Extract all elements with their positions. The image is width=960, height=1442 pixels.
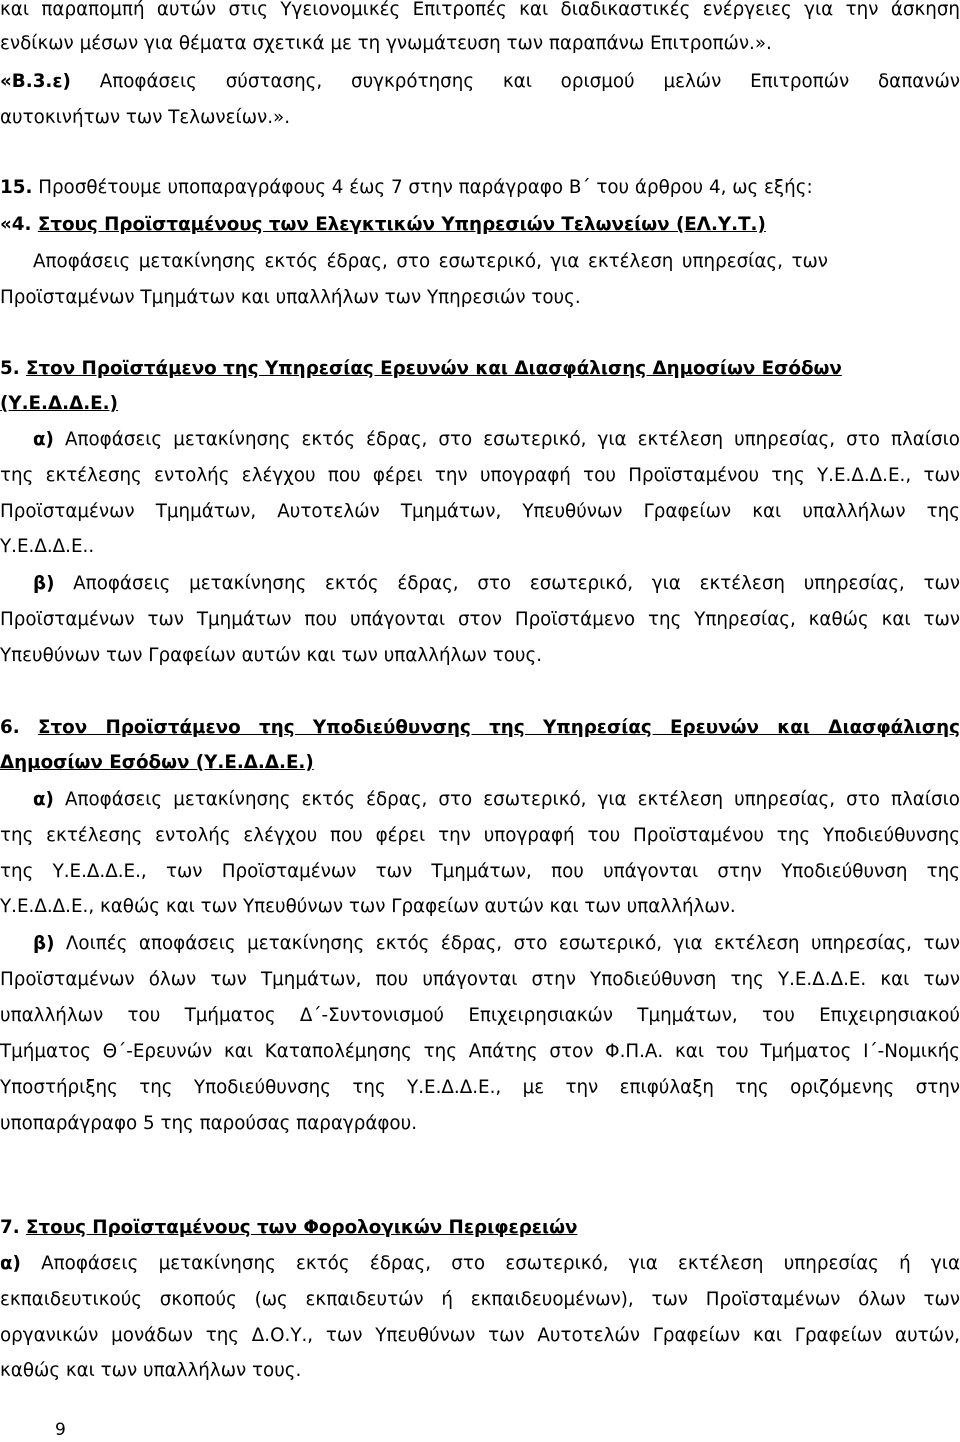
text-line: αυτοκινήτων των Τελωνείων.». bbox=[0, 107, 291, 128]
text-line bbox=[33, 788, 960, 812]
text-line: υποπαράγραφο 5 της παρούσας παραγράφου. bbox=[0, 1113, 418, 1134]
text-line: της Υ.Ε.Δ.Δ.Ε., των Προϊσταμένων των Τμημάτων, που υπάγονται στην Υποδιεύθυνση της bbox=[0, 861, 960, 882]
text-line: ενδίκων μέσων για θέματα σχετικά με τη γνωμάτευση των παραπάνω Επιτροπών.». bbox=[0, 33, 772, 54]
section-title: Στον Προϊστάμενο της Υπηρεσίας Ερευνών και Διασφάλισης Δημοσίων Εσόδων bbox=[26, 358, 842, 379]
section-number: «4. bbox=[0, 214, 38, 235]
section-title: Στον Προϊστάμενο της Υποδιεύθυνσης της Υπηρεσίας Ερευνών και Διασφάλισης bbox=[38, 717, 960, 738]
clause-text: Αποφάσεις σύστασης, συγκρότησης και ορισμού μελών Επιτροπών δαπανών bbox=[70, 71, 960, 92]
section-number: 7. bbox=[0, 1217, 27, 1238]
section-title: Στους Προϊσταμένους των Φορολογικών Περιφερειών bbox=[26, 1217, 578, 1238]
item-text: Λοιπές αποφάσεις μετακίνησης εκτός έδρας, στο εσωτερικό, για εκτέλεση υπηρεσίας, των bbox=[54, 933, 960, 954]
item-text: Αποφάσεις μετακίνησης εκτός έδρας, στο εσωτερικό, για εκτέλεση υπηρεσίας, στο πλαίσιο bbox=[53, 429, 960, 450]
section-title: (Υ.Ε.Δ.Δ.Ε.) bbox=[0, 393, 118, 414]
item-label: β) bbox=[33, 933, 55, 954]
section-6-heading-cont bbox=[0, 751, 960, 775]
text-line: Προϊσταμένων Τμημάτων, Αυτοτελών Τμημάτων, Υπευθύνων Γραφείων και υπαλλήλων της bbox=[0, 501, 960, 522]
paragraph-text: Προσθέτουμε υποπαραγράφους 4 έως 7 στην παράγραφο Β΄ του άρθρου 4, ως εξής: bbox=[32, 177, 813, 198]
text-line: υπαλλήλων του Τμήματος Δ΄-Συντονισμού Επιχειρησιακών Τμημάτων, του Επιχειρησιακού bbox=[0, 1005, 960, 1026]
text-line: Υ.Ε.Δ.Δ.Ε.. bbox=[0, 536, 95, 557]
text-line: καθώς και των υπαλλήλων τους. bbox=[0, 1360, 302, 1381]
text-line bbox=[33, 572, 960, 596]
text-line: Αποφάσεις μετακίνησης εκτός έδρας, στο εσωτερικό, για εκτέλεση υπηρεσίας, των bbox=[33, 251, 828, 272]
section-5-heading-cont bbox=[0, 392, 960, 416]
text-line: της εκτέλεσης εντολής ελέγχου που φέρει την υπογραφή του Προϊσταμένου της Υποδιεύθυνσης bbox=[0, 825, 960, 846]
clause-label: «Β.3.ε) bbox=[0, 71, 71, 92]
item-text: Αποφάσεις μετακίνησης εκτός έδρας, στο εσωτερικό, για εκτέλεση υπηρεσίας ή για bbox=[20, 1253, 960, 1274]
item-label: α) bbox=[0, 1253, 21, 1274]
item-label: α) bbox=[33, 429, 54, 450]
text-line: Υπευθύνων των Γραφείων αυτών και των υπαλλήλων τους. bbox=[0, 645, 543, 666]
text-line: Προϊσταμένων των Τμημάτων που υπάγονται στον Προϊστάμενο της Υπηρεσίας, καθώς και των bbox=[0, 609, 960, 630]
section-5-heading bbox=[0, 357, 960, 381]
text-line: της εκτέλεσης εντολής ελέγχου που φέρει την υπογραφή του Προϊσταμένου της Υ.Ε.Δ.Δ.Ε., των bbox=[0, 465, 960, 486]
text-line: Υ.Ε.Δ.Δ.Ε., καθώς και των Υπευθύνων των Γραφείων αυτών και των υπαλλήλων. bbox=[0, 896, 736, 917]
section-7-heading bbox=[0, 1216, 960, 1240]
text-line: και παραπομπή αυτών στις Υγειονομικές Επιτροπές και διαδικαστικές ενέργειες για την άσκηση bbox=[0, 0, 960, 20]
text-line: Τμήματος Θ΄-Ερευνών και Καταπολέμησης της Απάτης στον Φ.Π.Α. και του Τμήματος Ι΄-Νομικής bbox=[0, 1041, 960, 1062]
section-number: 6. bbox=[0, 717, 39, 738]
page-number: 9 bbox=[55, 1420, 66, 1440]
item-label: β) bbox=[33, 573, 55, 594]
section-6-heading bbox=[0, 716, 960, 740]
text-line: εκπαιδευτικούς σκοπούς (ως εκπαιδευτών ή εκπαιδευομένων), των Προϊσταμένων όλων των bbox=[0, 1289, 960, 1310]
paragraph-15 bbox=[0, 176, 960, 200]
text-line: Προϊσταμένων Τμημάτων και υπαλλήλων των Υπηρεσιών τους. bbox=[0, 287, 581, 308]
text-line bbox=[33, 428, 960, 452]
item-label: α) bbox=[33, 789, 54, 810]
section-title: Δημοσίων Εσόδων (Υ.Ε.Δ.Δ.Ε.) bbox=[0, 752, 314, 773]
paragraph-number: 15. bbox=[0, 177, 33, 198]
text-line bbox=[33, 932, 960, 956]
item-text: Αποφάσεις μετακίνησης εκτός έδρας, στο εσωτερικό, για εκτέλεση υπηρεσίας, στο πλαίσιο bbox=[53, 789, 960, 810]
section-title: Στους Προϊσταμένους των Ελεγκτικών Υπηρεσιών Τελωνείων (ΕΛ.Υ.Τ.) bbox=[37, 214, 766, 235]
section-4-heading bbox=[0, 213, 960, 237]
item-text: Αποφάσεις μετακίνησης εκτός έδρας, στο εσωτερικό, για εκτέλεση υπηρεσίας, των bbox=[54, 573, 960, 594]
text-line: Προϊσταμένων όλων των Τμημάτων, που υπάγονται στην Υποδιεύθυνση της Υ.Ε.Δ.Δ.Ε. και των bbox=[0, 969, 960, 990]
text-line: Υποστήριξης της Υποδιεύθυνσης της Υ.Ε.Δ.Δ.Ε., με την επιφύλαξη της οριζόμενης στην bbox=[0, 1077, 960, 1098]
text-line bbox=[0, 70, 960, 94]
section-number: 5. bbox=[0, 358, 27, 379]
text-line: οργανικών μονάδων της Δ.Ο.Υ., των Υπευθύνων των Αυτοτελών Γραφείων και Γραφείων αυτών, bbox=[0, 1325, 960, 1346]
text-line bbox=[0, 1252, 960, 1276]
